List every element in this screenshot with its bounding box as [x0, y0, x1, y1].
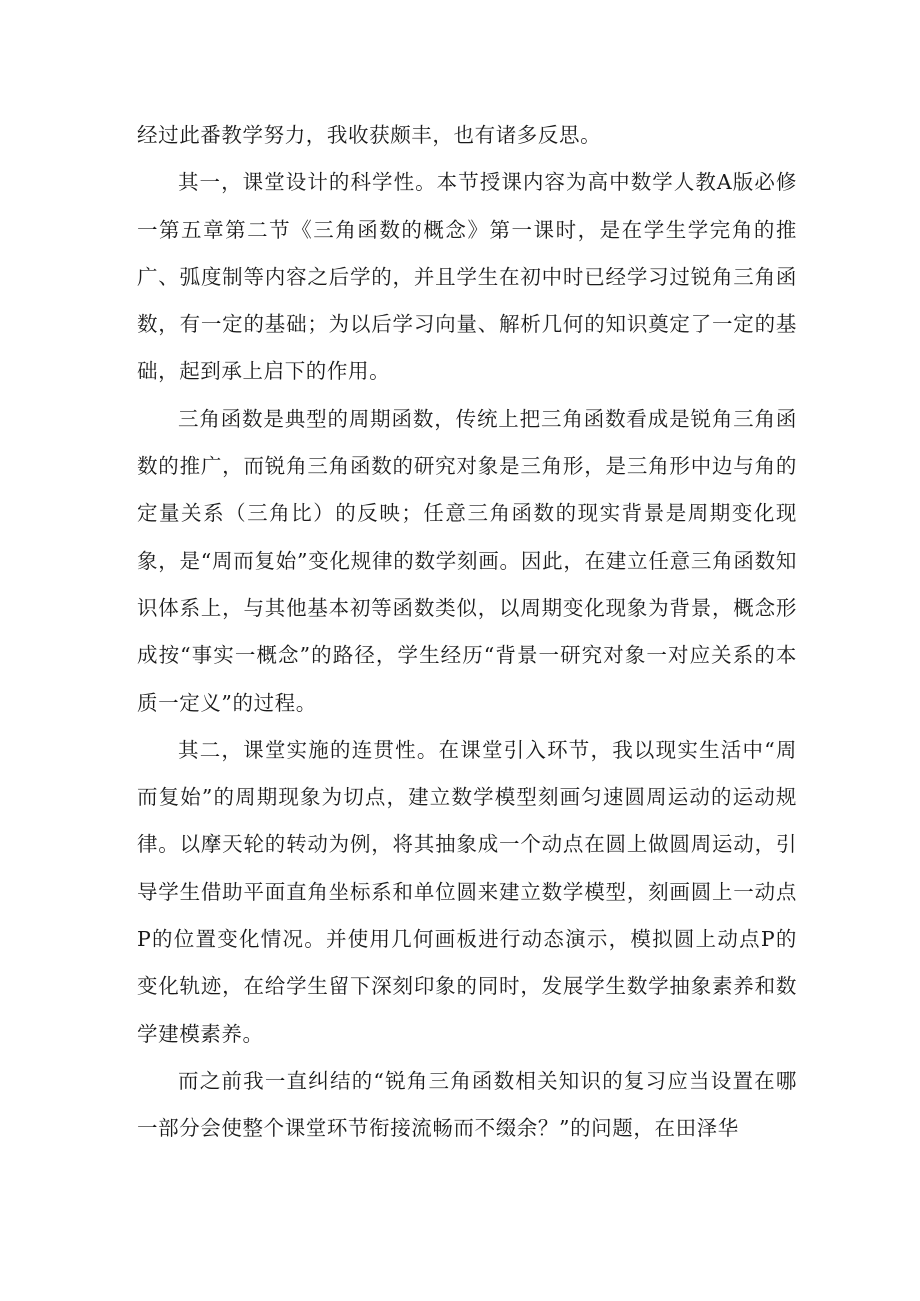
paragraph-design: 其一，课堂设计的科学性。本节授课内容为高中数学人教A版必修一第五章第二节《三角函数的概念》第一课时，是在学生学完角的推广、弧度制等内容之后学的，并且学生在初中时已经学习过锐角三角函数，有一定的基础；为以后学习向量、解析几何的知识奠定了一定的基础，起到承上启下的作用。 — [137, 170, 797, 384]
paragraph-review-question: 而之前我一直纠结的“锐角三角函数相关知识的复习应当设置在哪一部分会使整个课堂环节衔接流畅而不缀余？”的问题，在田泽华 — [137, 1068, 797, 1141]
body-text — [137, 112, 797, 1153]
paragraph-implementation: 其二，课堂实施的连贯性。在课堂引入环节，我以现实生活中“周而复始”的周期现象为切点，建立数学模型刻画匀速圆周运动的运动规律。以摩天轮的转动为例，将其抽象成一个动点在圆上做圆周运动，引导学生借助平面直角坐标系和单位圆来建立数学模型，刻画圆上一动点P的位置变化情况。并使用几何画板进行动态演示，模拟圆上动点P的变化轨迹，在给学生留下深刻印象的同时，发展学生数学抽象素养和数学建模素养。 — [137, 737, 797, 1046]
paragraph-intro: 经过此番教学努力，我收获颇丰，也有诸多反思。 — [137, 123, 602, 147]
paragraph-trig-functions: 三角函数是典型的周期函数，传统上把三角函数看成是锐角三角函数的推广，而锐角三角函数的研究对象是三角形，是三角形中边与角的定量关系（三角比）的反映；任意三角函数的现实背景是周期变化现象，是“周而复始”变化规律的数学刻画。因此，在建立任意三角函数知识体系上，与其他基本初等函数类似，以周期变化现象为背景，概念形成按“事实一概念”的路径，学生经历“背景一研究对象一对应关系的本质一定义”的过程。 — [137, 406, 797, 715]
